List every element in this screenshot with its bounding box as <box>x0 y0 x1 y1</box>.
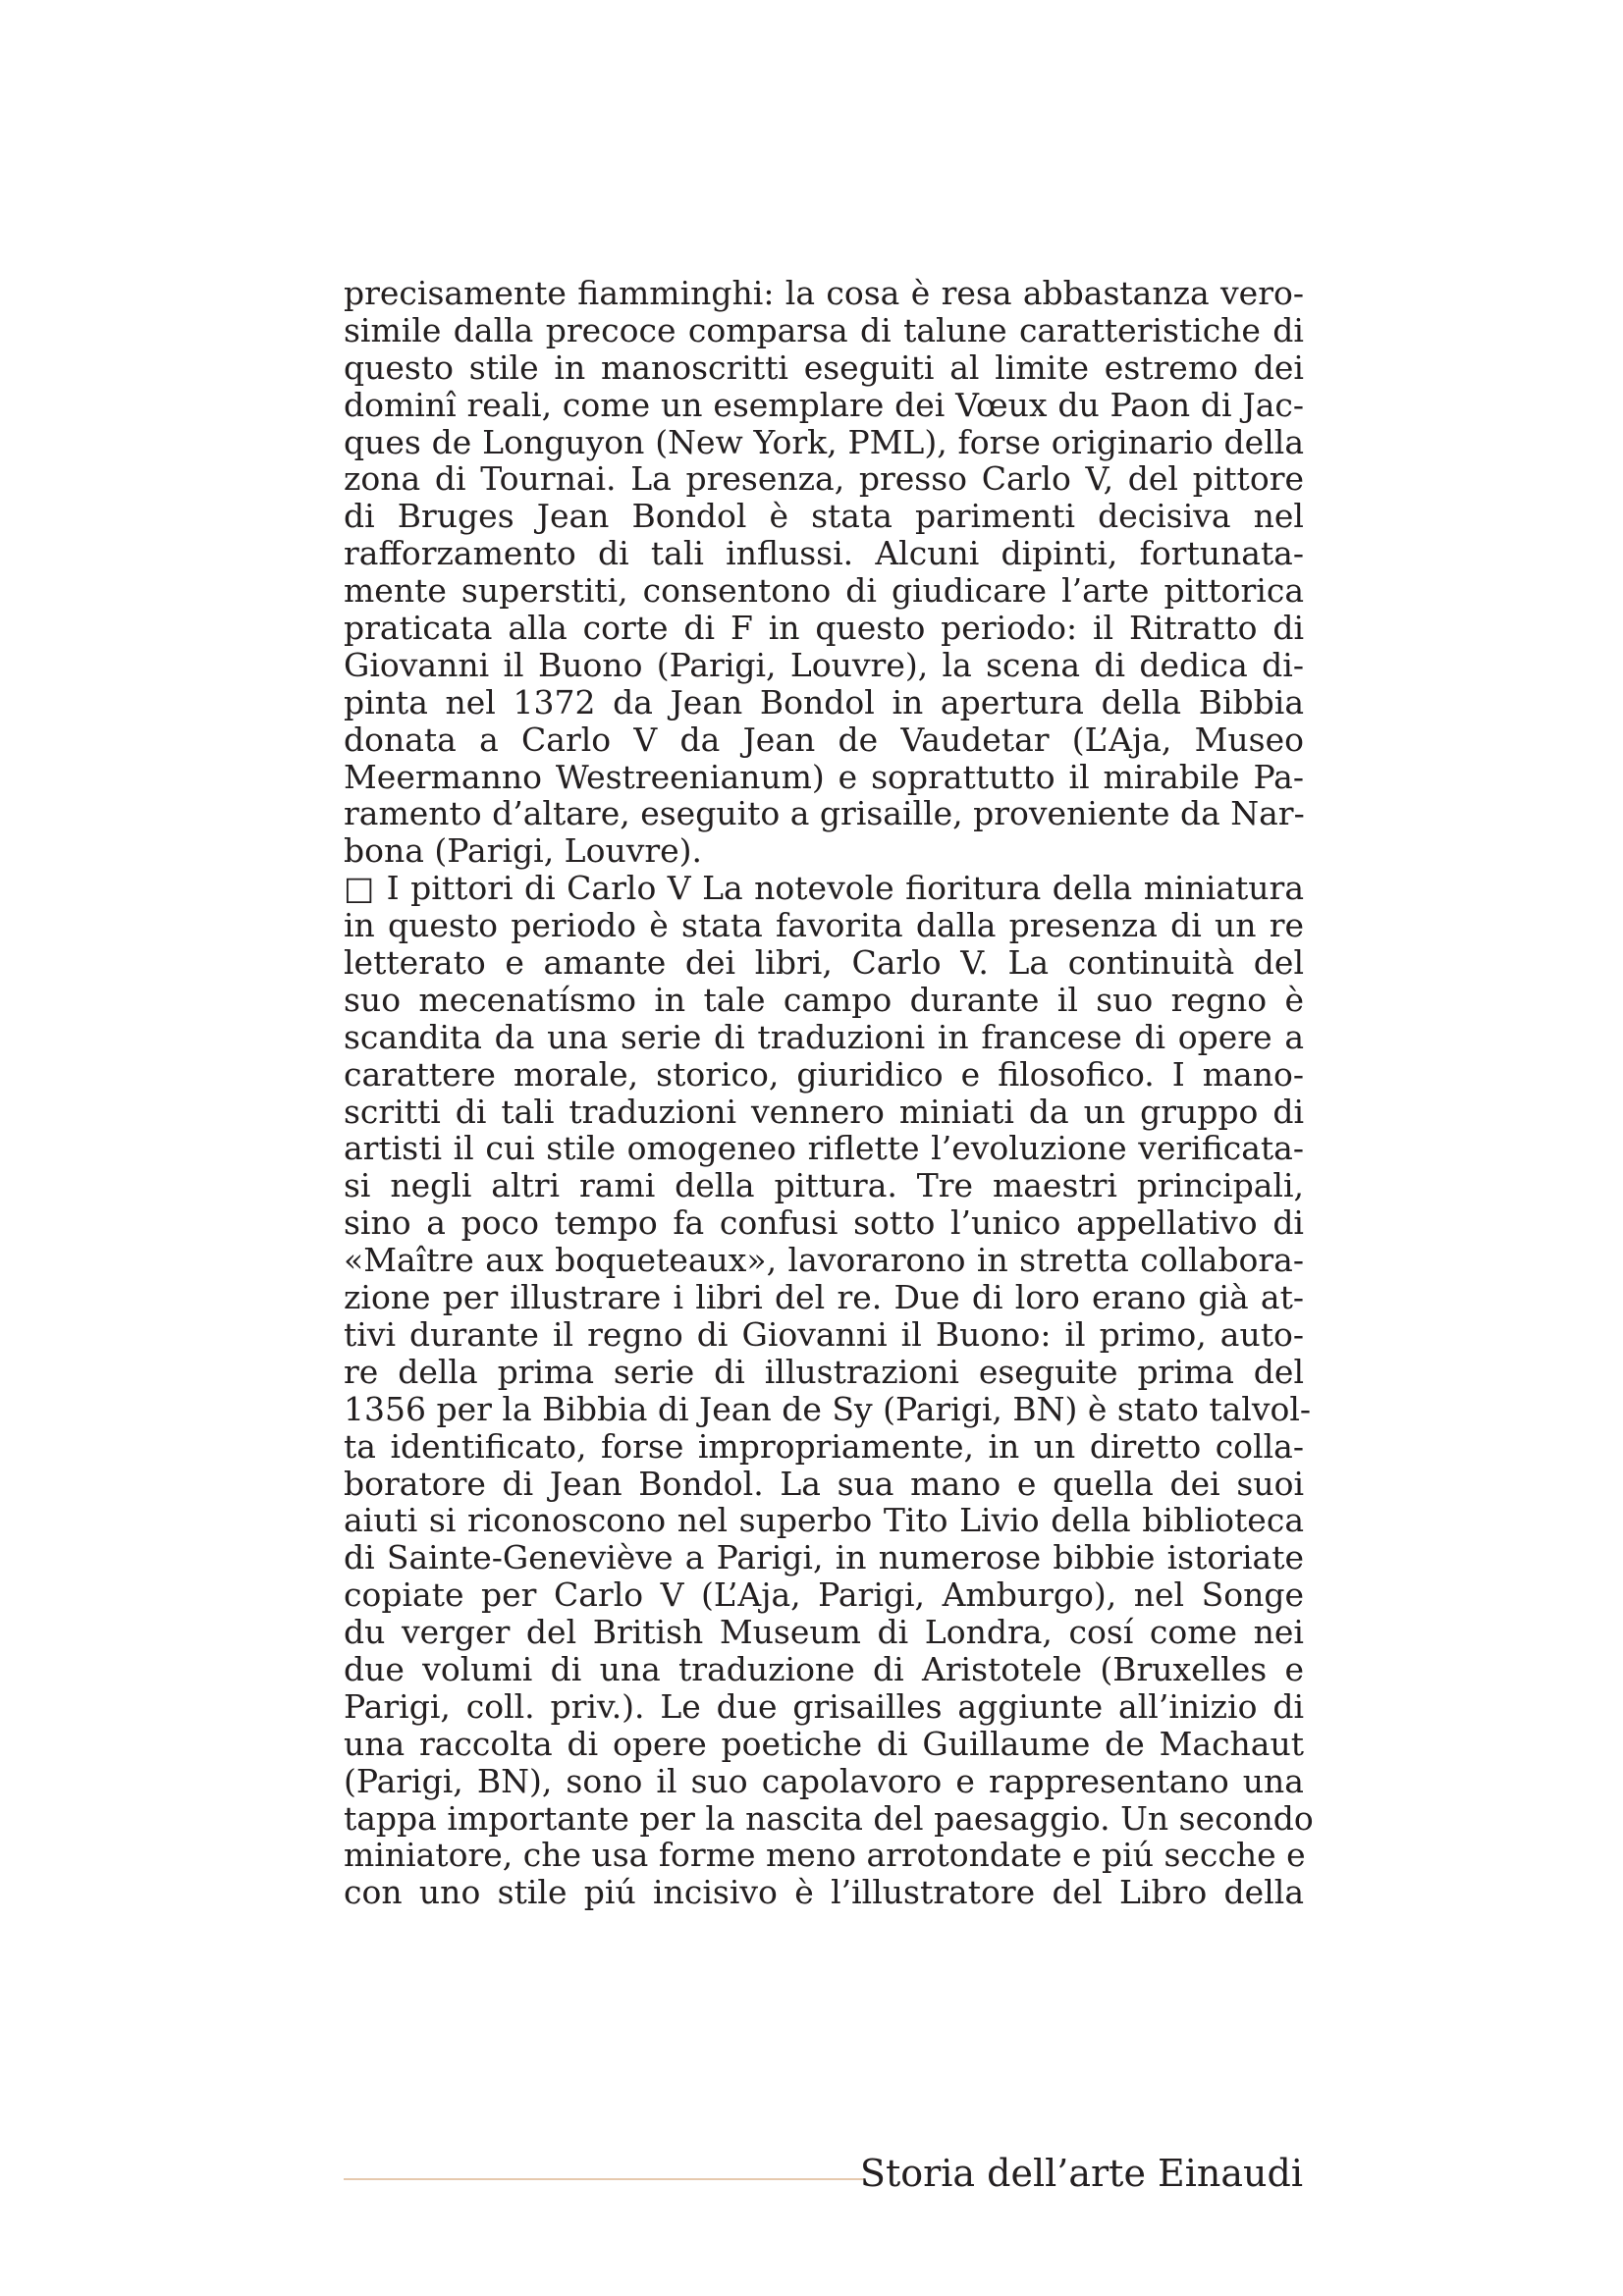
text-line: aiuti si riconoscono nel superbo Tito Livio della biblioteca <box>344 1501 1304 1540</box>
article-body <box>344 274 1314 1912</box>
text-line: 1356 per la Bibbia di Jean de Sy (Parigi, BN) è stato talvol- <box>344 1389 1312 1428</box>
text-line: ramento d’altare, eseguito a grisaille, proveniente da Nar- <box>344 794 1305 833</box>
text-line: Parigi, coll. priv.). Le due grisailles aggiunte all’inizio di <box>344 1686 1304 1726</box>
text-line: scritti di tali traduzioni vennero miniati da un gruppo di <box>344 1092 1304 1131</box>
text-line: suo mecenatísmo in tale campo durante il suo regno è <box>344 980 1304 1019</box>
text-line: tivi durante il regno di Giovanni il Buono: il primo, auto- <box>344 1314 1304 1354</box>
text-line: miniatore, che usa forme meno arrotondate e piú secche e <box>344 1836 1306 1875</box>
text-line: due volumi di una traduzione di Aristotele (Bruxelles e <box>344 1649 1304 1688</box>
text-line: du verger del British Museum di Londra, cosí come nei <box>344 1613 1304 1652</box>
text-line: tappa importante per la nascita del paesaggio. Un secondo <box>344 1798 1314 1838</box>
text-line: artisti il cui stile omogeneo riflette l’evoluzione verificata- <box>344 1129 1304 1168</box>
text-line: praticata alla corte di F in questo periodo: il Ritratto di <box>344 609 1304 648</box>
text-line: (Parigi, BN), sono il suo capolavoro e rappresentano una <box>344 1761 1304 1800</box>
footer-title: Storia dell’arte Einaudi <box>859 2152 1303 2195</box>
text-line: boratore di Jean Bondol. La sua mano e quella dei suoi <box>344 1464 1304 1503</box>
text-line: in questo periodo è stata favorita dalla presenza di un re <box>344 906 1304 945</box>
text-line: bona (Parigi, Louvre). <box>344 831 703 871</box>
text-line: con uno stile piú incisivo è l’illustratore del Libro della <box>344 1873 1304 1912</box>
footer-rule <box>344 2178 864 2180</box>
text-line: di Bruges Jean Bondol è stata parimenti decisiva nel <box>344 497 1304 536</box>
text-line: carattere morale, storico, giuridico e filosofico. I mano- <box>344 1054 1304 1094</box>
text-line: ques de Longuyon (New York, PML), forse originario della <box>344 422 1304 461</box>
text-line: letterato e amante dei libri, Carlo V. La continuità del <box>344 943 1304 983</box>
text-line: questo stile in manoscritti eseguiti al limite estremo dei <box>344 347 1304 387</box>
text-line: «Maître aux boqueteaux», lavorarono in stretta collabora- <box>344 1241 1304 1280</box>
text-line: Giovanni il Buono (Parigi, Louvre), la scena di dedica di- <box>344 645 1304 684</box>
text-line: pinta nel 1372 da Jean Bondol in apertura della Bibbia <box>344 682 1304 721</box>
text-line: simile dalla precoce comparsa di talune caratteristiche di <box>344 310 1304 349</box>
text-line: scandita da una serie di traduzioni in francese di opere a <box>344 1017 1304 1056</box>
text-line: zona di Tournai. La presenza, presso Carlo V, del pittore <box>344 459 1304 499</box>
text-line: precisamente fiamminghi: la cosa è resa abbastanza vero- <box>344 274 1304 312</box>
text-line: re della prima serie di illustrazioni eseguite prima del <box>344 1352 1304 1391</box>
text-line: ta identificato, forse impropriamente, in un diretto colla- <box>344 1426 1304 1466</box>
text-line: rafforzamento di tali influssi. Alcuni dipinti, fortunata- <box>344 534 1304 573</box>
text-line: mente superstiti, consentono di giudicare l’arte pittorica <box>344 571 1304 611</box>
text-line: copiate per Carlo V (L’Aja, Parigi, Amburgo), nel Songe <box>344 1575 1304 1615</box>
text-line: si negli altri rami della pittura. Tre maestri principali, <box>344 1166 1304 1205</box>
text-line: donata a Carlo V da Jean de Vaudetar (L’Aja, Museo <box>344 720 1304 759</box>
text-line: dominî reali, come un esemplare dei Vœux du Paon di Jac- <box>344 385 1304 424</box>
text-line: una raccolta di opere poetiche di Guillaume de Machaut <box>344 1724 1304 1763</box>
text-line: Meermanno Westreenianum) e soprattutto il mirabile Pa- <box>344 757 1304 796</box>
text-line: di Sainte-Geneviève a Parigi, in numerose bibbie istoriate <box>344 1538 1304 1577</box>
text-line: sino a poco tempo fa confusi sotto l’unico appellativo di <box>344 1203 1304 1243</box>
text-line: zione per illustrare i libri del re. Due di loro erano già at- <box>344 1278 1304 1317</box>
text-line: □ I pittori di Carlo V La notevole fioritura della miniatura <box>344 869 1304 908</box>
